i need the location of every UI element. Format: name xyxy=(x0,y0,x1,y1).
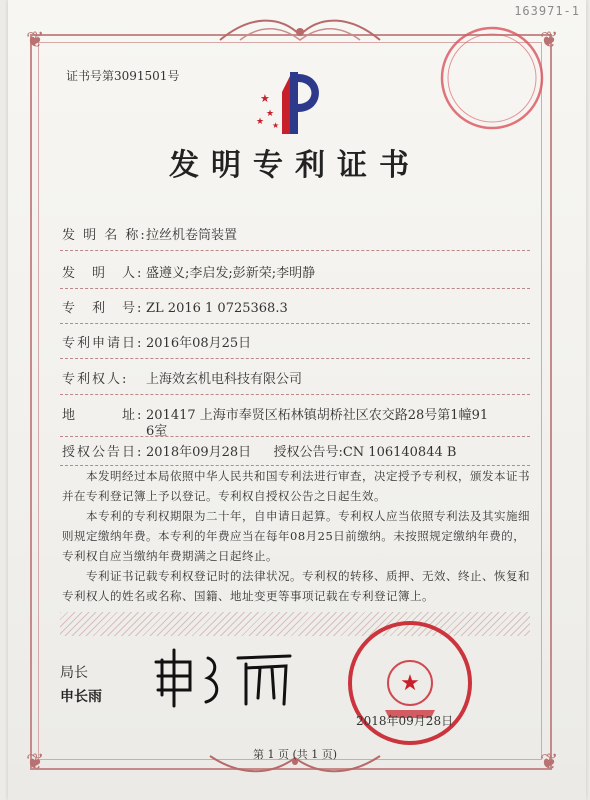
divider xyxy=(60,394,530,395)
svg-text:★: ★ xyxy=(260,92,270,105)
corner-ornament-icon: ❦ xyxy=(26,28,45,53)
top-ornament-icon xyxy=(210,10,390,50)
inventor-row xyxy=(62,262,315,281)
divider xyxy=(60,288,530,289)
body-paragraph: 本专利的专利权期限为二十年，自申请日起算。专利权人应当依照专利法及其实施细则规定缴纳年费。本专利的年费应当在每年08月25日前缴纳。未按照规定缴纳年费的，专利权自应当缴纳年费期满之日起终止。 xyxy=(62,509,530,563)
seal-date: 2018年09月28日 xyxy=(356,714,454,728)
patent-number-row xyxy=(62,297,288,316)
patent-number-value: ZL 2016 1 0725368.3 xyxy=(146,301,288,316)
application-date-row xyxy=(62,332,251,351)
inventor-label: 发 明 人: xyxy=(62,266,144,281)
grant-date-value: 2018年09月28日 xyxy=(146,445,252,460)
svg-text:★: ★ xyxy=(256,117,265,127)
agency-stamp-icon xyxy=(438,24,546,132)
address-label: 地 址: xyxy=(62,408,144,423)
director-title: 局长 xyxy=(60,665,88,681)
certificate-number: 证书号第3091501号 xyxy=(66,69,180,83)
patentee-label: 专利权人: xyxy=(62,372,129,387)
grant-row xyxy=(62,441,456,460)
patentee-value: 上海效玄机电科技有限公司 xyxy=(146,372,303,387)
invention-name-label: 发 明 名 称: xyxy=(62,228,147,243)
grant-date-label: 授权公告日: xyxy=(62,445,144,460)
handwritten-note: 163971-1 xyxy=(514,4,580,18)
address-row xyxy=(62,404,488,423)
patent-number-label: 专 利 号: xyxy=(62,301,144,316)
divider xyxy=(60,250,530,251)
body-paragraph: 专利证书记载专利权登记时的法律状况。专利权的转移、质押、无效、终止、恢复和专利权人的姓名或名称、国籍、地址变更等事项记载在专利登记簿上。 xyxy=(62,569,530,603)
body-paragraph: 本发明经过本局依照中华人民共和国专利法进行审查，决定授予专利权，颁发本证书并在专利登记簿上予以登记。专利权自授权公告之日起生效。 xyxy=(62,469,530,503)
corner-ornament-icon: ❦ xyxy=(540,750,559,775)
patent-office-logo-icon xyxy=(252,62,332,142)
corner-ornament-icon: ❦ xyxy=(26,750,45,775)
grant-number-value: CN 106140844 B xyxy=(342,445,457,460)
director-signature-icon xyxy=(150,640,300,710)
certificate-title: 发明专利证书 xyxy=(169,148,421,183)
inventor-value: 盛遵义;李启发;彭新荣;李明静 xyxy=(146,266,316,281)
grant-number-label: 授权公告号: xyxy=(273,445,343,460)
svg-text:★: ★ xyxy=(266,109,275,119)
director-name: 申长雨 xyxy=(60,689,102,705)
svg-text:★: ★ xyxy=(400,671,420,696)
invention-name-row xyxy=(62,224,237,243)
corner-ornament-icon: ❦ xyxy=(540,28,559,53)
address-value: 201417 上海市奉贤区柘林镇胡桥社区农交路28号第1幢91 xyxy=(146,408,489,423)
divider xyxy=(60,323,530,324)
application-date-label: 专利申请日: xyxy=(62,336,144,351)
application-date-value: 2016年08月25日 xyxy=(146,336,252,351)
address-continuation: 6室 xyxy=(146,424,168,439)
patentee-row xyxy=(62,368,302,387)
divider xyxy=(60,436,530,437)
svg-text:★: ★ xyxy=(272,121,280,130)
invention-name-value: 拉丝机卷筒装置 xyxy=(146,228,238,243)
divider xyxy=(60,358,530,359)
page-footer: 第 1 页 (共 1 页) xyxy=(252,748,338,761)
